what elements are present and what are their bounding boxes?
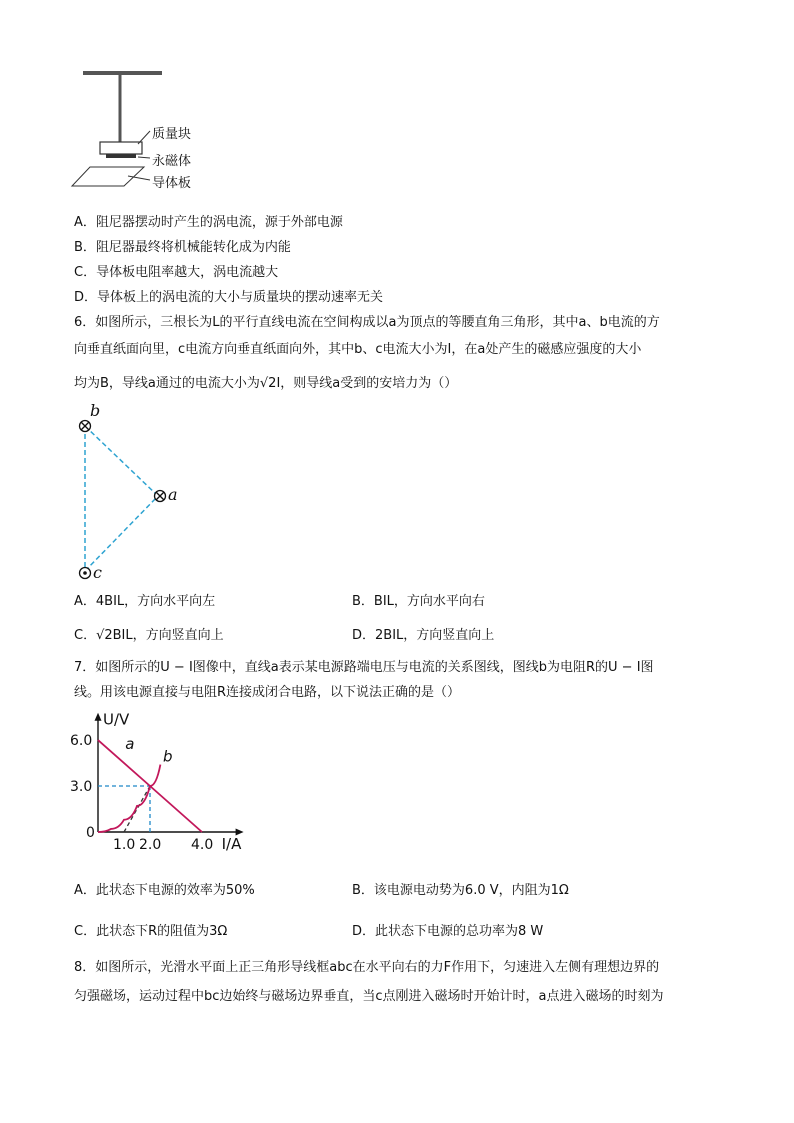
wire-b-label: b	[90, 401, 101, 420]
q5-option-b: B．阻尼器最终将机械能转化成为内能	[74, 240, 291, 255]
q6-option-a: A．4BIL，方向水平向左	[74, 594, 216, 609]
y-tick-label: 3.0	[70, 779, 93, 796]
conductor-plate-label: 导体板	[152, 176, 192, 191]
q8-stem-line2: 匀强磁场，运动过程中bc边始终与磁场边界垂直，当c点刚进入磁场时开始计时，a点进入磁场的时刻为	[74, 989, 664, 1004]
q6-stem-line2: 向垂直纸面向里，c电流方向垂直纸面向外，其中b、c电流大小为I，在a处产生的磁感应强度的大小	[74, 342, 642, 357]
q6-option-d: D．2BIL，方向竖直向上	[352, 628, 495, 643]
x-tick-label: 1.0	[113, 837, 136, 853]
series-label-a: a	[125, 735, 135, 754]
wire-c-label: c	[93, 563, 102, 582]
q7-option-c: C．此状态下R的阻值为3Ω	[74, 924, 228, 939]
q5-option-c: C．导体板电阻率越大，涡电流越大	[74, 265, 279, 280]
q8-stem-line1: 8．如图所示，光滑水平面上正三角形导线框abc在水平向右的力F作用下，匀速进入左侧有理想边界的	[74, 960, 660, 975]
q5-option-a: A．阻尼器摆动时产生的涡电流，源于外部电源	[74, 215, 343, 230]
origin-label: 0	[86, 825, 95, 841]
q7-option-b: B．该电源电动势为6.0 V，内阻为1Ω	[352, 883, 569, 898]
q7-option-d: D．此状态下电源的总功率为8 W	[352, 924, 544, 939]
q7-stem-line2: 线。用该电源直接与电阻R连接成闭合电路，以下说法正确的是（）	[74, 685, 461, 700]
q5-option-d: D．导体板上的涡电流的大小与质量块的摆动速率无关	[74, 290, 384, 305]
y-axis-arrow	[95, 713, 102, 721]
q6-option-b: B．BIL，方向水平向右	[352, 594, 485, 609]
series-label-b: b	[163, 747, 173, 766]
q6-stem-line1: 6．如图所示，三根长为L的平行直线电流在空间构成以a为顶点的等腰直角三角形，其中a、b电流的方	[74, 315, 660, 330]
x-tick-label: 4.0	[191, 837, 214, 853]
magnet-label: 永磁体	[152, 154, 192, 169]
y-axis-label: U/V	[103, 710, 130, 729]
x-tick-label: 2.0	[139, 837, 162, 853]
y-tick-label: 6.0	[70, 733, 93, 750]
q6-option-c: C．√2BIL，方向竖直向上	[74, 628, 224, 643]
q6-stem-line3: 均为B，导线a通过的电流大小为√2I，则导线a受到的安培力为（）	[74, 376, 458, 391]
series-line-b	[98, 765, 160, 832]
x-axis-label: I/A	[221, 835, 242, 853]
wire-a-label: a	[168, 485, 178, 504]
mass-block-label: 质量块	[152, 127, 192, 142]
q7-stem-line1: 7．如图所示的U − I图像中，直线a表示某电源路端电压与电流的关系图线，图线b为电阻R的U − I图	[74, 660, 654, 675]
q7-option-a: A．此状态下电源的效率为50%	[74, 883, 255, 898]
reference-line-tangent	[124, 786, 150, 832]
